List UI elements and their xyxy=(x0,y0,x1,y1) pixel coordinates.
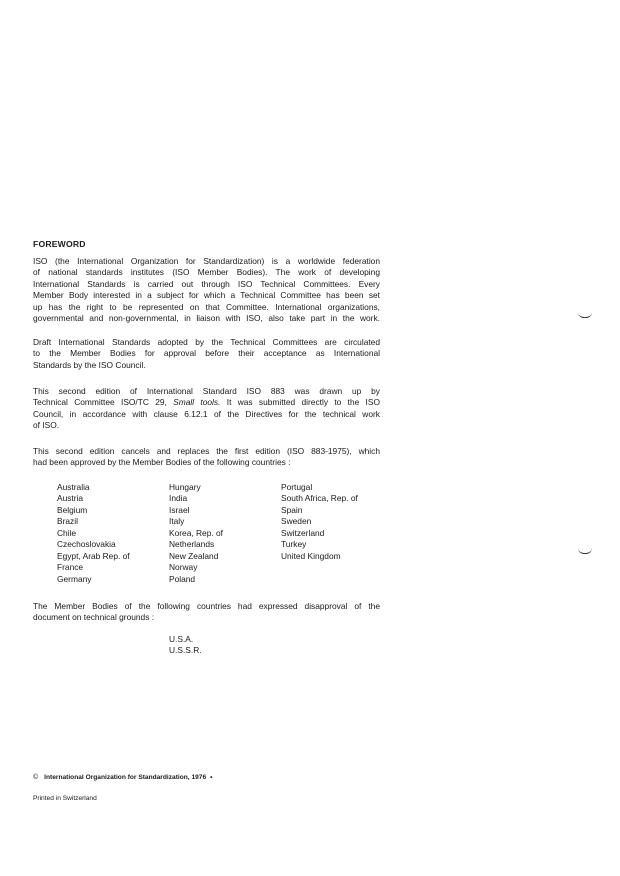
country-item: Austria xyxy=(57,493,84,504)
country-item: Brazil xyxy=(57,516,78,527)
country-item: Turkey xyxy=(281,539,307,550)
paragraph-replaces-edition xyxy=(33,446,380,469)
binding-mark-icon xyxy=(578,312,592,318)
text-segment: It was submitted directly to the ISO xyxy=(220,397,380,408)
country-item: Italy xyxy=(169,516,185,527)
text-line: International Standards is carried out through ISO Technical Committees. Every xyxy=(33,278,380,289)
text-line: This second edition of International Standard ISO 883 was drawn up by xyxy=(33,386,380,396)
text-line: The Member Bodies of the following countries had expressed disapproval of the xyxy=(33,601,380,611)
text-line: had been approved by the Member Bodies of the following countries : xyxy=(33,457,291,468)
country-list-column-2 xyxy=(169,482,223,585)
country-item: Czechoslovakia xyxy=(57,539,116,550)
binding-mark-icon xyxy=(578,548,592,554)
text-line: Member Body interested in a subject for which a Technical Committee has been set xyxy=(33,290,380,301)
text-line: Standards by the ISO Council. xyxy=(33,359,146,370)
paragraph-second-edition xyxy=(33,386,380,432)
country-item: France xyxy=(57,562,84,573)
country-item: Israel xyxy=(169,504,190,515)
country-item: Egypt, Arab Rep. of xyxy=(57,550,130,561)
country-item: Australia xyxy=(57,482,90,492)
text-line xyxy=(33,397,380,408)
country-item: Chile xyxy=(57,527,77,538)
printed-in-notice: Printed in Switzerland xyxy=(33,795,97,802)
copyright-notice xyxy=(33,774,212,781)
committee-title: Small tools. xyxy=(173,397,221,408)
country-item: India xyxy=(169,493,188,504)
text-line: to the Member Bodies for approval before their acceptance as International xyxy=(33,348,380,359)
country-item: South Africa, Rep. of xyxy=(281,493,358,504)
text-line: of national standards institutes (ISO Member Bodies). The work of developing xyxy=(33,267,380,278)
copyright-icon: © xyxy=(33,774,39,781)
country-item: United Kingdom xyxy=(281,550,341,561)
text-line: Council, in accordance with clause 6.12.1 of the Directives for the technical work xyxy=(33,408,380,419)
text-line: of ISO. xyxy=(33,420,60,431)
country-item: Poland xyxy=(169,573,196,584)
text-segment: Technical Committee ISO/TC 29, xyxy=(33,397,174,408)
paragraph-draft-standards xyxy=(33,337,380,371)
bullet-icon: • xyxy=(210,774,213,781)
country-item: U.S.A. xyxy=(169,634,194,644)
country-item: Hungary xyxy=(169,482,201,492)
country-item: Portugal xyxy=(281,482,313,492)
country-item: Switzerland xyxy=(281,527,325,538)
text-line: ISO (the International Organization for Standardization) is a worldwide federation xyxy=(33,256,380,266)
paragraph-disapproval xyxy=(33,601,380,624)
paragraph-iso-intro xyxy=(33,256,380,324)
text-line: document on technical grounds : xyxy=(33,612,155,623)
country-list-column-3 xyxy=(281,482,358,562)
country-item: Sweden xyxy=(281,516,312,527)
text-line: governmental and non-governmental, in liaison with ISO, also take part in the work. xyxy=(33,313,380,324)
country-item: New Zealand xyxy=(169,550,219,561)
copyright-text: International Organization for Standardization, 1976 xyxy=(44,774,207,781)
text-line: Draft International Standards adopted by the Technical Committees are circulated xyxy=(33,337,380,347)
country-item: Spain xyxy=(281,504,303,515)
country-item: Belgium xyxy=(57,504,88,515)
country-item: Germany xyxy=(57,573,92,584)
country-item: Korea, Rep. of xyxy=(169,527,224,538)
foreword-heading: FOREWORD xyxy=(33,239,86,249)
disapproving-country-list xyxy=(169,634,202,657)
country-item: U.S.S.R. xyxy=(169,645,202,656)
country-item: Netherlands xyxy=(169,539,215,550)
country-item: Norway xyxy=(169,562,198,573)
text-line: This second edition cancels and replaces the first edition (ISO 883-1975), which xyxy=(33,446,380,456)
country-list-column-1 xyxy=(57,482,130,585)
text-line: up has the right to be represented on that Committee. International organizations, xyxy=(33,301,380,312)
